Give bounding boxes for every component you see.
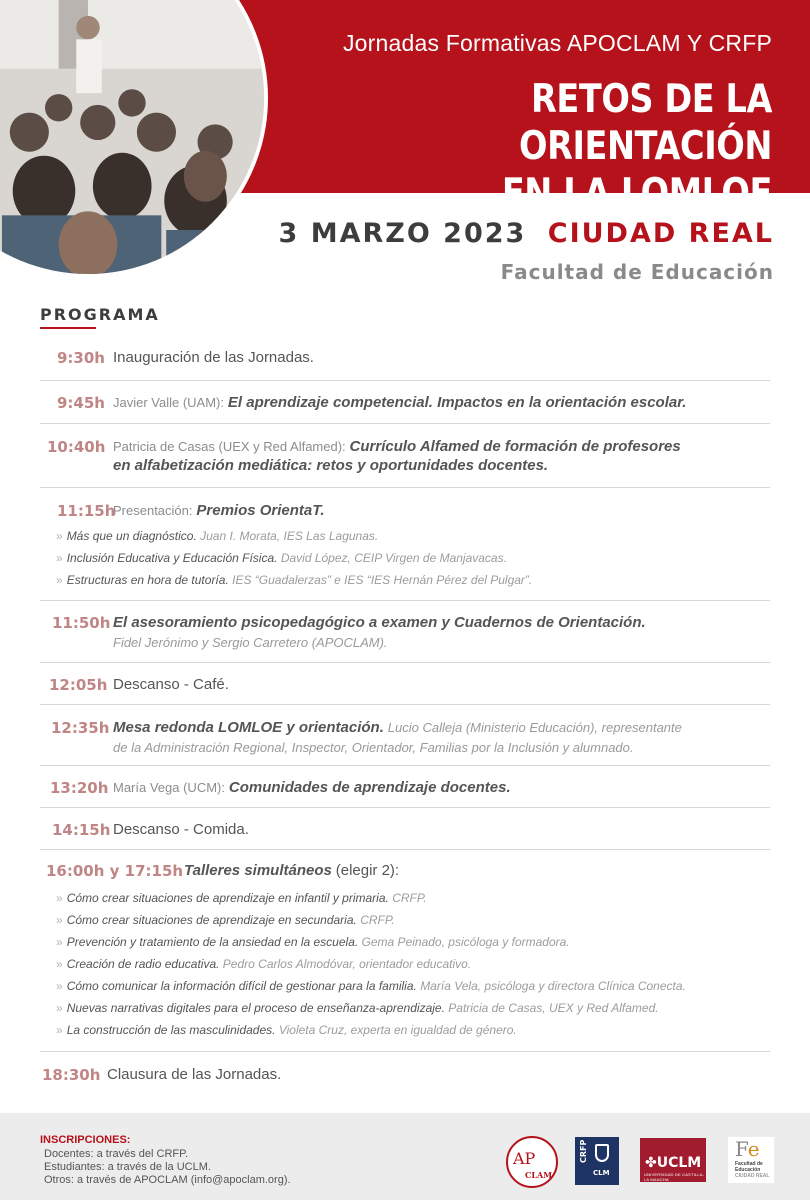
award-author: Juan I. Morata, IES Las Lagunas. (200, 529, 379, 543)
bullet-icon: » (56, 913, 63, 927)
session-time: 12:05h (49, 676, 108, 694)
session-text: Descanso - Comida. (113, 821, 249, 838)
session-title: Premios OrientaT. (196, 502, 325, 519)
list-item (56, 913, 395, 927)
divider (40, 704, 770, 705)
heading-underline (40, 327, 96, 329)
session-speaker: Fidel Jerónimo y Sergio Carretero (APOCLAM). (113, 635, 388, 650)
session-text: Inauguración de las Jornadas. (113, 349, 314, 366)
divider (40, 487, 770, 488)
award-title: Más que un diagnóstico. (66, 529, 197, 543)
event-title-line: RETOS DE LA ORIENTACIÓN (519, 77, 772, 169)
registration-line: Otros: a través de APOCLAM (info@apoclam.org). (44, 1174, 291, 1186)
registration-line: Docentes: a través del CRFP. (44, 1148, 189, 1160)
workshop-author: CRFP. (392, 891, 427, 905)
workshop-title: La construcción de las masculinidades. (66, 1023, 276, 1037)
session-line (113, 614, 646, 631)
apoclam-logo (506, 1136, 558, 1188)
list-item (56, 1023, 517, 1037)
uclm-logo-text: ✤UCLM (645, 1155, 702, 1171)
event-title (368, 76, 772, 217)
faculty-logo-text: Facultad de Educación CIUDAD REAL (735, 1161, 770, 1179)
bullet-icon: » (56, 1001, 63, 1015)
session-title: El aprendizaje competencial. Impactos en la orientación escolar. (227, 394, 687, 411)
divider (40, 662, 770, 663)
session-note: (elegir 2): (335, 862, 400, 879)
faculty-logo (728, 1137, 774, 1183)
session-line (113, 457, 548, 474)
bullet-icon: » (56, 551, 63, 565)
event-series: Jornadas Formativas APOCLAM Y CRFP (342, 30, 772, 56)
registration-label: INSCRIPCIONES: (40, 1134, 131, 1146)
shield-icon (595, 1144, 609, 1162)
workshop-title: Cómo crear situaciones de aprendizaje en secundaria. (66, 913, 357, 927)
workshop-author: CRFP. (360, 913, 395, 927)
uclm-logo (640, 1138, 706, 1182)
list-item (56, 957, 471, 971)
bullet-icon: » (56, 957, 63, 971)
session-title: Comunidades de aprendizaje docentes. (228, 779, 511, 796)
audience-illustration (0, 0, 264, 274)
session-time: 11:50h (52, 614, 111, 632)
workshop-author: María Vela, psicóloga y directora Clínica Conecta. (420, 979, 686, 993)
bullet-icon: » (56, 573, 63, 587)
session-time: 18:30h (42, 1066, 101, 1084)
session-line (113, 634, 388, 650)
session-speaker: Lucio Calleja (Ministerio Educación), representante (387, 720, 682, 735)
session-line (113, 739, 634, 755)
bullet-icon: » (56, 979, 63, 993)
workshop-title: Nuevas narrativas digitales para el proceso de enseñanza-aprendizaje. (66, 1001, 445, 1015)
divider (40, 807, 770, 808)
uclm-logo-sub: UNIVERSIDAD DE CASTILLA-LA MANCHA (644, 1172, 705, 1182)
workshop-title: Creación de radio educativa. (66, 957, 220, 971)
session-line (113, 394, 686, 411)
session-line (113, 438, 681, 455)
programme-heading: PROGRAMA (40, 305, 160, 324)
award-title: Estructuras en hora de tutoría. (66, 573, 229, 587)
session-title: Talleres simultáneos (184, 862, 332, 879)
session-text: Clausura de las Jornadas. (107, 1066, 282, 1083)
divider (40, 1051, 770, 1052)
faculty-logo-mark: Fe (735, 1137, 760, 1161)
crfp-logo (575, 1137, 619, 1185)
divider (40, 423, 770, 424)
award-title: Inclusión Educativa y Educación Física. (66, 551, 278, 565)
event-city: CIUDAD REAL (547, 218, 774, 249)
event-title-line: EN LA LOMLOE (501, 171, 772, 216)
session-title: Currículo Alfamed de formación de profesores (349, 438, 681, 455)
award-author: IES “Guadalerzas” e IES “IES Hernán Pérez del Pulgar”. (232, 573, 533, 587)
session-line (184, 862, 399, 879)
session-title: Mesa redonda LOMLOE y orientación. (113, 719, 384, 736)
workshop-title: Prevención y tratamiento de la ansiedad en la escuela. (66, 935, 359, 949)
session-title: El asesoramiento psicopedagógico a examen y Cuadernos de Orientación. (113, 614, 646, 631)
footer (0, 1113, 810, 1200)
crfp-logo-text: CRFP (579, 1139, 588, 1163)
session-line (113, 502, 324, 519)
registration-line: Estudiantes: a través de la UCLM. (44, 1161, 211, 1173)
list-item (56, 551, 507, 565)
session-time: 11:15h (57, 502, 116, 520)
event-date-line (279, 218, 774, 249)
divider (40, 600, 770, 601)
workshop-author: Gema Peinado, psicóloga y formadora. (361, 935, 570, 949)
workshop-title: Cómo comunicar la información difícil de gestionar para la familia. (66, 979, 417, 993)
workshop-author: Pedro Carlos Almodóvar, orientador educativo. (222, 957, 472, 971)
apoclam-logo-sub: CLAM (525, 1170, 553, 1180)
bullet-icon: » (56, 891, 63, 905)
session-time: 10:40h (47, 438, 106, 456)
session-time: 12:35h (51, 719, 110, 737)
event-venue: Facultad de Educación (500, 260, 774, 284)
bullet-icon: » (56, 935, 63, 949)
session-time: 13:20h (50, 779, 109, 797)
workshop-author: Patricia de Casas, UEX y Red Alfamed. (448, 1001, 659, 1015)
list-item (56, 935, 570, 949)
list-item (56, 891, 427, 905)
list-item (56, 1001, 659, 1015)
bullet-icon: » (56, 529, 63, 543)
session-speaker: Patricia de Casas (UEX y Red Alfamed): (113, 439, 346, 454)
session-line (113, 779, 511, 796)
audience-photo (0, 0, 268, 278)
session-line (113, 719, 682, 736)
divider (40, 380, 770, 381)
session-speaker: Presentación: (113, 503, 193, 518)
list-item (56, 573, 532, 587)
session-time: 14:15h (52, 821, 111, 839)
session-time: 9:45h (57, 394, 105, 412)
session-speaker: Javier Valle (UAM): (113, 395, 225, 410)
session-speaker: María Vega (UCM): (113, 780, 225, 795)
session-text: Descanso - Café. (113, 676, 229, 693)
apoclam-logo-mark: AP (513, 1149, 536, 1168)
divider (40, 849, 770, 850)
session-speaker-cont: de la Administración Regional, Inspector, Orientador, Familias por la Inclusión y alumnado. (113, 740, 634, 755)
session-title-cont: en alfabetización mediática: retos y oportunidades docentes. (113, 457, 549, 474)
workshop-title: Cómo crear situaciones de aprendizaje en infantil y primaria. (66, 891, 389, 905)
award-author: David López, CEIP Virgen de Manjavacas. (280, 551, 507, 565)
workshop-author: Violeta Cruz, experta en igualdad de género. (278, 1023, 517, 1037)
list-item (56, 529, 378, 543)
divider (40, 765, 770, 766)
session-time: 9:30h (57, 349, 105, 367)
event-date: 3 MARZO 2023 (278, 218, 527, 249)
list-item (56, 979, 686, 993)
crfp-logo-sub: CLM (593, 1169, 610, 1177)
bullet-icon: » (56, 1023, 63, 1037)
session-time: 16:00h y 17:15h (46, 862, 184, 880)
